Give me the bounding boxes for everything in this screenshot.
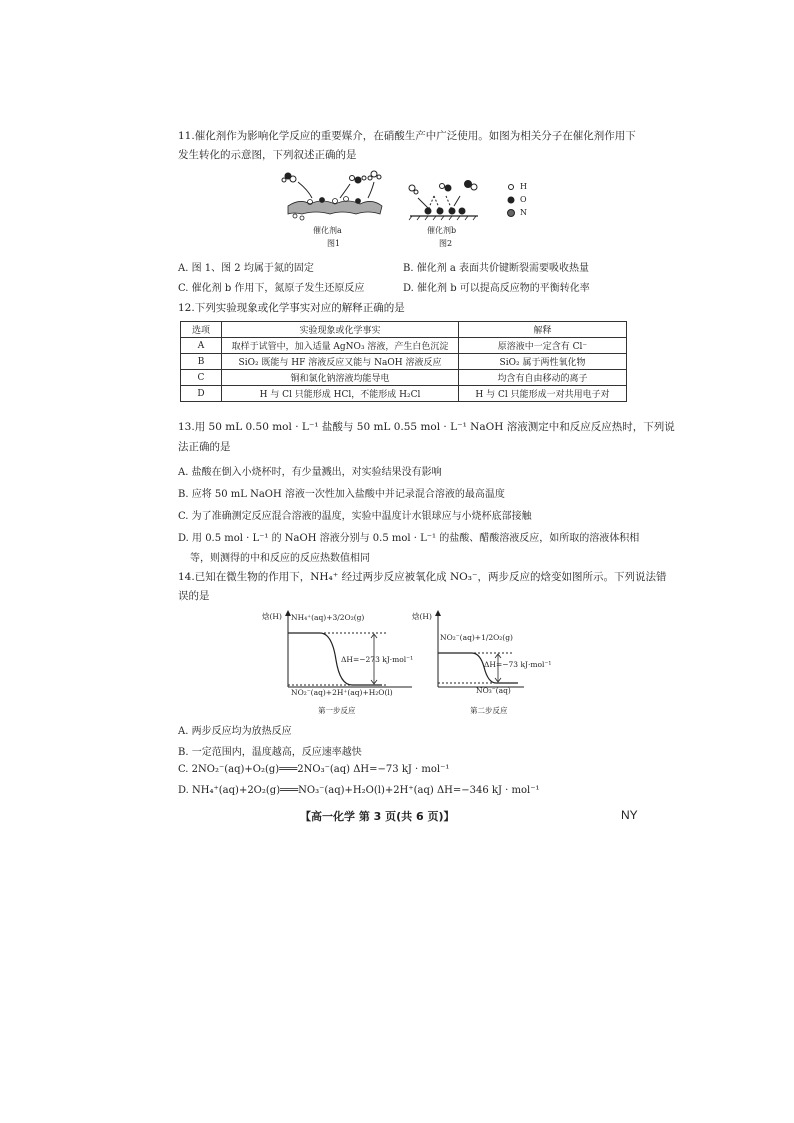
table-row: [181, 386, 627, 402]
q11-stem-line2: 发生转化的示意图，下列叙述正确的是: [178, 149, 357, 161]
table-row: [181, 354, 627, 370]
q11-figure2: [404, 178, 484, 226]
table-cell: D: [181, 386, 222, 402]
q14-option-b: B. 一定范围内，温度越高，反应速率越快: [178, 747, 362, 758]
q13-option-d-line2: 等，则测得的中和反应的反应热数值相同: [190, 553, 370, 564]
q11-option-b: B. 催化剂 a 表面共价键断裂需要吸收热量: [403, 263, 590, 274]
table-cell: H 与 Cl 只能形成一对共用电子对: [459, 386, 627, 402]
q13-option-d-line1: D. 用 0.5 mol · L⁻¹ 的 NaOH 溶液分别与 0.5 mol · L⁻¹ 的盐酸、醋酸溶液反应，如所取的溶液体积相: [178, 533, 640, 544]
table-row: [181, 370, 627, 386]
q14-option-a: A. 两步反应均为放热反应: [178, 726, 292, 737]
q14-chart2-dh: ΔH=−73 kJ·mol⁻¹: [484, 660, 552, 669]
q14-chart1-ylabel: 焓(H): [262, 612, 282, 621]
table-cell: 取样于试管中，加入适量 AgNO₃ 溶液，产生白色沉淀: [222, 338, 459, 354]
q11-stem-line1: 11.催化剂作为影响化学反应的重要媒介，在硝酸生产中广泛使用。如图为相关分子在催化剂作用下: [178, 130, 636, 142]
table-cell: A: [181, 338, 222, 354]
q11-fig1-caption: 图1: [327, 239, 341, 248]
table-header: 选项: [181, 322, 222, 338]
table-row: [181, 338, 627, 354]
q13-option-a: A. 盐酸在倒入小烧杯时，有少量溅出，对实验结果没有影响: [178, 467, 442, 478]
q11-fig1-label: 催化剂a: [313, 226, 342, 235]
table-cell: H 与 Cl 只能形成 HCl，不能形成 H₂Cl: [222, 386, 459, 402]
q11-option-c: C. 催化剂 b 作用下，氮原子发生还原反应: [178, 283, 365, 294]
page-footer: 【高一化学 第 3 页(共 6 页)】: [300, 810, 455, 823]
q14-chart1-dh: ΔH=−273 kJ·mol⁻¹: [341, 655, 414, 664]
q14-option-c: C. 2NO₂⁻(aq)+O₂(g)═══2NO₃⁻(aq) ΔH=−73 kJ · mol⁻¹: [178, 764, 450, 775]
q11-legend-o: O: [520, 195, 527, 204]
q14-chart1-bottom-label: NO₂⁻(aq)+2H⁺(aq)+H₂O(l): [291, 688, 393, 697]
table-cell: 铜和氯化钠溶液均能导电: [222, 370, 459, 386]
q13-stem-line2: 法正确的是: [178, 441, 231, 453]
table-cell: 原溶液中一定含有 Cl⁻: [459, 338, 627, 354]
q11-option-d: D. 催化剂 b 可以提高反应物的平衡转化率: [403, 283, 590, 294]
q11-option-a: A. 图 1、图 2 均属于氮的固定: [178, 263, 314, 274]
q14-chart2-bottom-label: NO₃⁻(aq): [476, 686, 511, 695]
q14-stem-line2: 误的是: [178, 590, 210, 602]
q13-option-c: C. 为了准确测定反应混合溶液的温度，实验中温度计水银球应与小烧杯底部接触: [178, 511, 532, 522]
table-cell: SiO₂ 属于两性氧化物: [459, 354, 627, 370]
table-cell: C: [181, 370, 222, 386]
q11-legend-h: H: [520, 182, 527, 191]
table-cell: B: [181, 354, 222, 370]
table-header: 实验现象或化学事实: [222, 322, 459, 338]
q12-stem: 12.下列实验现象或化学事实对应的解释正确的是: [178, 302, 405, 314]
q11-legend-symbols: [506, 182, 516, 220]
table-cell: SiO₂ 既能与 HF 溶液反应又能与 NaOH 溶液反应: [222, 354, 459, 370]
q11-figure1: [280, 168, 390, 228]
table-cell: 均含有自由移动的离子: [459, 370, 627, 386]
q14-chart2-ylabel: 焓(H): [412, 612, 432, 621]
q13-stem-line1: 13.用 50 mL 0.50 mol · L⁻¹ 盐酸与 50 mL 0.55 mol · L⁻¹ NaOH 溶液测定中和反应反应热时，下列说: [178, 421, 675, 433]
q14-chart1-top-label: NH₄⁺(aq)+3/2O₂(g): [291, 613, 365, 622]
q14-option-d: D. NH₄⁺(aq)+2O₂(g)═══NO₃⁻(aq)+H₂O(l)+2H⁺(aq) ΔH=−346 kJ · mol⁻¹: [178, 785, 540, 796]
table-header: 解释: [459, 322, 627, 338]
q11-legend-n: N: [520, 208, 527, 217]
q14-stem-line1: 14.已知在微生物的作用下，NH₄⁺ 经过两步反应被氧化成 NO₃⁻，两步反应的焓变如图所示。下列说法错: [178, 571, 667, 583]
q11-fig2-caption: 图2: [439, 239, 453, 248]
q12-table: [180, 321, 627, 402]
q13-option-b: B. 应将 50 mL NaOH 溶液一次性加入盐酸中并记录混合溶液的最高温度: [178, 489, 505, 500]
q11-fig2-label: 催化剂b: [427, 226, 457, 235]
q14-chart2-top-label: NO₂⁻(aq)+1/2O₂(g): [440, 633, 513, 642]
table-header-row: [181, 322, 627, 338]
q14-chart1-caption: 第一步反应: [318, 706, 356, 715]
q14-chart2-caption: 第二步反应: [470, 706, 508, 715]
paper-code: NY: [621, 808, 638, 822]
